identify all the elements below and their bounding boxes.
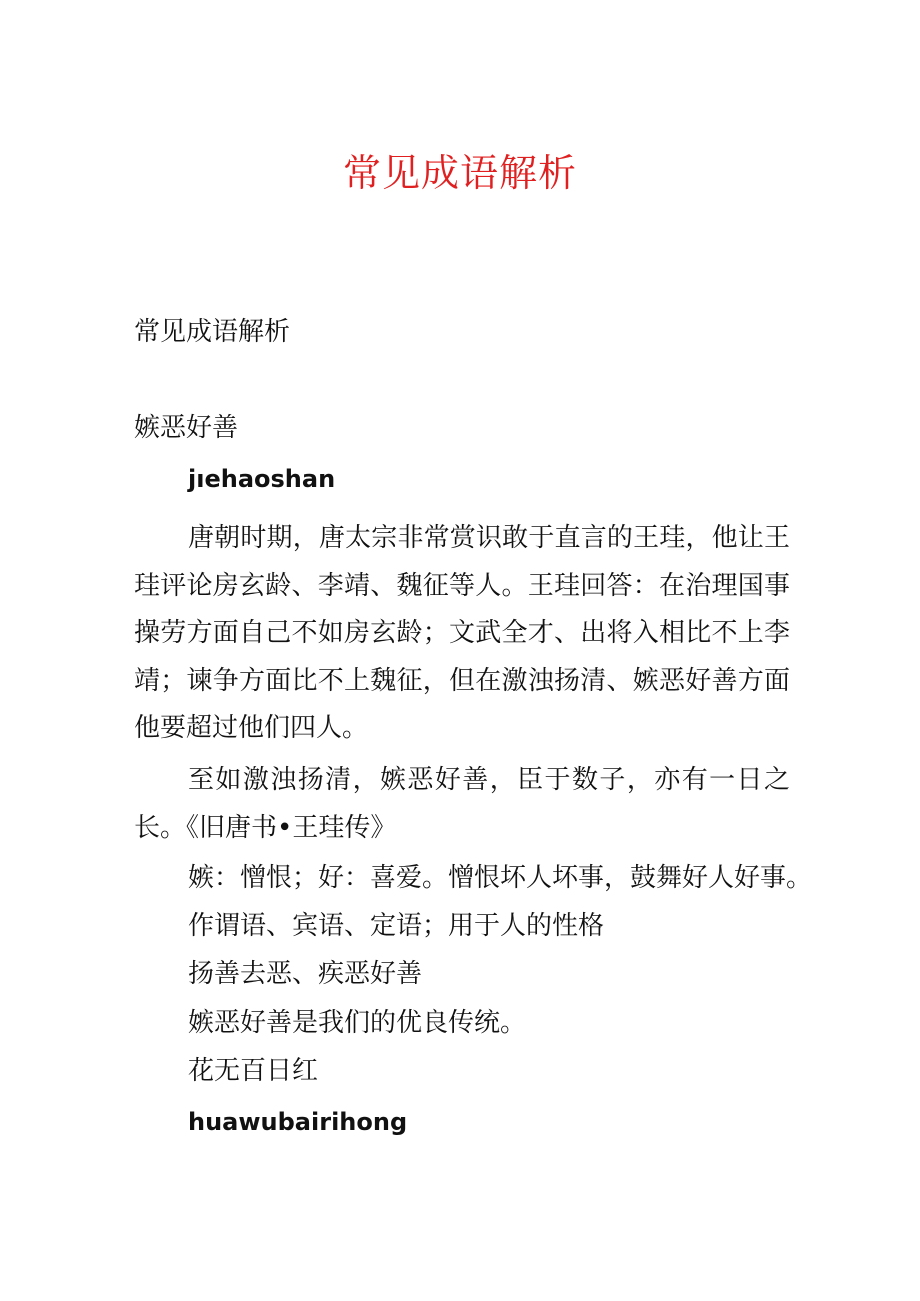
idiom-1-quote: 至如激浊扬清，嫉恶好善，臣于数子，亦有一日之长。《旧唐书•王珪传》 xyxy=(134,765,790,843)
idiom-2-name: 花无百日红 xyxy=(188,1056,319,1086)
idiom-1-example: 嫉恶好善是我们的优良传统。 xyxy=(188,1008,527,1038)
document-title: 常见成语解析 xyxy=(342,151,577,195)
idiom-2-pinyin: huawubairihong xyxy=(188,1108,408,1136)
document-subtitle: 常见成语解析 xyxy=(134,317,291,347)
idiom-1-usage: 作谓语、宾语、定语；用于人的性格 xyxy=(188,911,605,941)
idiom-1-synonyms: 扬善去恶、疾恶好善 xyxy=(188,959,423,989)
idiom-1-name: 嫉恶好善 xyxy=(134,413,239,443)
idiom-1-story: 唐朝时期，唐太宗非常赏识敢于直言的王珪，他让王珪评论房玄龄、李靖、魏征等人。王珪回答：在治理国事操劳方面自己不如房玄龄；文武全才、出将入相比不上李靖；谏争方面比不上魏征，但在激浊扬清、嫉恶好善方面他要超过他们四人。 xyxy=(134,523,790,743)
idiom-1-pinyin: jıehaoshan xyxy=(188,465,336,493)
idiom-1-meaning: 嫉：憎恨；好：喜爱。憎恨坏人坏事，鼓舞好人好事。 xyxy=(188,863,813,893)
